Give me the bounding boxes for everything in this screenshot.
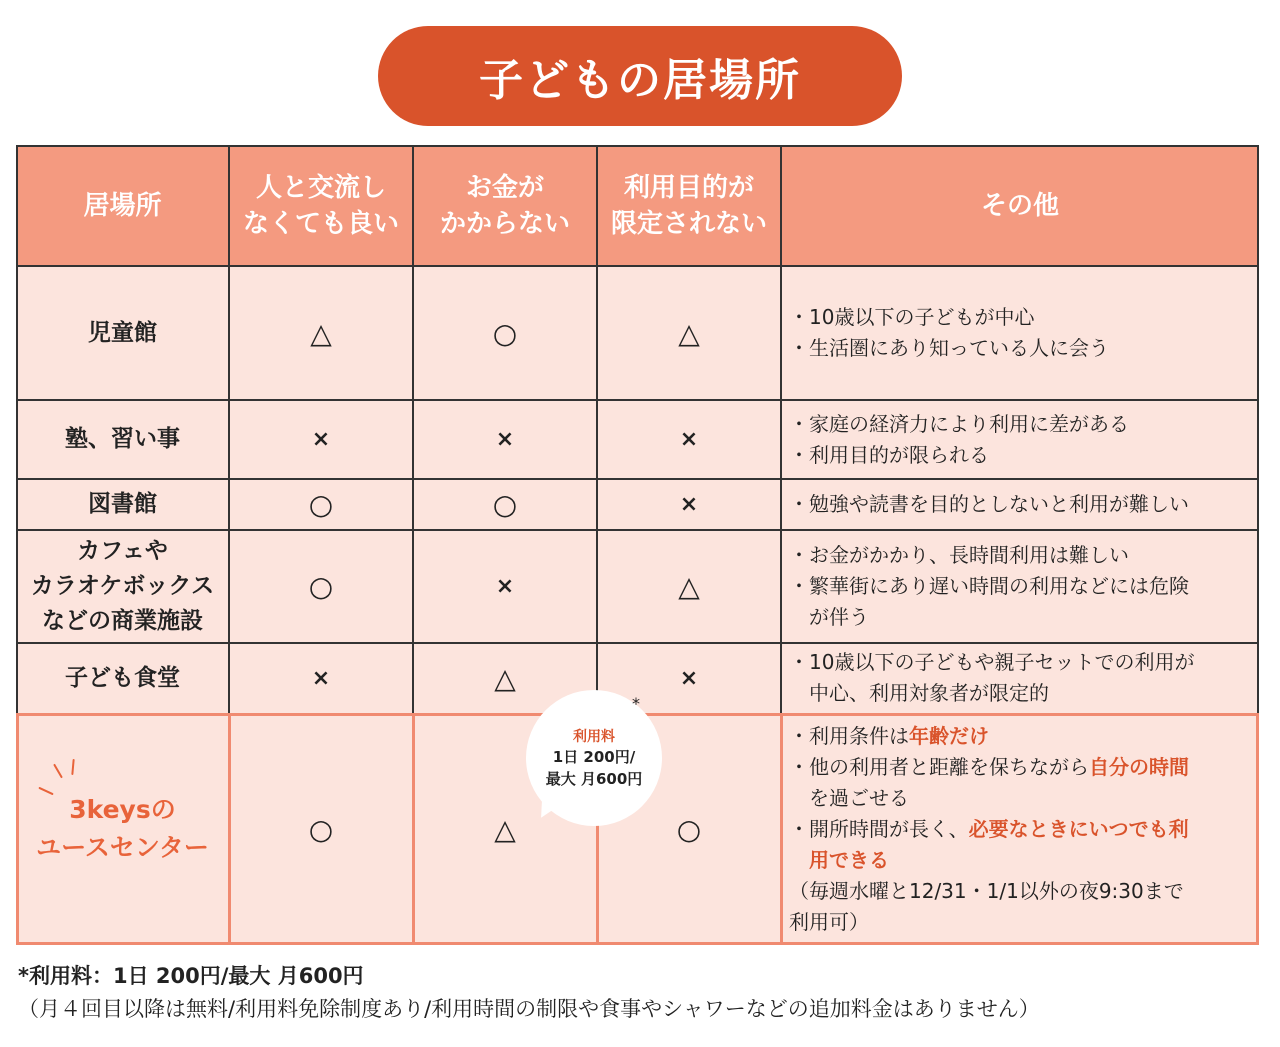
bubble-line: 1日 200円/ [552,748,636,766]
other-cell [781,266,1259,400]
mark-cell [413,400,597,479]
mark-value: ○ [492,316,518,350]
other-cell [781,643,1259,713]
highlight-text: 必要なときにいつでも利 [968,816,1189,841]
highlight-text: 用できる [809,847,889,872]
place-label: カフェや [77,538,168,564]
mark-cell [597,266,781,400]
highlight-text: 自分の時間 [1089,754,1189,779]
fee-bubble [526,690,662,826]
other-text: ・他の利用者と距離を保ちながら [789,754,1089,779]
table-border [16,529,1259,531]
bubble-label: 利用料 [573,729,615,745]
other-line: を過ごせる [789,785,909,810]
mark-cell [229,643,413,713]
table-border [596,145,598,713]
other-line: が伴う [789,605,869,629]
youth-row-divider [780,713,783,945]
table-border [1257,145,1259,713]
table-border [16,145,1259,147]
mark-cell [597,479,781,530]
mark-cell [229,266,413,400]
place-label: 図書館 [88,491,157,517]
footnote-line: *利用料：1日 200円/最大 月600円 [18,964,364,988]
mark-cell [413,530,597,643]
table-border [16,642,1259,644]
mark-value: △ [310,316,332,350]
other-text: ・利用条件は [789,723,909,748]
youth-row-divider [228,713,231,945]
other-line: ・繁華街にあり遅い時間の利用などには危険 [789,574,1189,598]
mark-value: × [311,427,331,452]
header-col3-line: 利用目的が [623,173,754,203]
table-border [780,145,782,713]
mark-value: × [679,427,699,452]
header-col2 [413,146,597,266]
other-cell [781,530,1259,643]
header-other-label: その他 [980,191,1059,221]
other-line: ・勉強や読書を目的としないと利用が難しい [789,492,1189,516]
table-border [16,399,1259,401]
other-line: ・お金がかかり、長時間利用は難しい [789,543,1129,567]
mark-value: △ [494,661,516,695]
other-line: 中心、利用対象者が限定的 [789,681,1049,705]
asterisk-mark: * [632,694,640,713]
other-line: ・利用目的が限られる [789,442,989,467]
mark-cell [229,479,413,530]
header-col1-line: なくても良い [242,209,399,239]
table-border [16,145,18,713]
mark-value: △ [678,316,700,350]
table-row-place [16,400,229,479]
youth-row-divider [412,713,415,945]
other-cell [781,400,1259,479]
header-col2-line: かからない [439,209,570,239]
place-label: 塾、習い事 [65,426,180,452]
youth-name-line: 3keysの [69,795,176,824]
bubble-line: 最大 月600円 [545,770,643,788]
place-label: カラオケボックス [30,573,215,599]
mark-cell [229,400,413,479]
header-col2-line: お金が [465,173,544,203]
mark-value: △ [494,812,516,846]
mark-value: ○ [676,812,702,846]
table-row-place [16,643,229,713]
header-col1 [229,146,413,266]
mark-cell [597,400,781,479]
footnote [18,960,1040,1026]
table-border [16,478,1259,480]
mark-value: × [311,665,331,691]
header-col3 [597,146,781,266]
mark-cell [229,530,413,643]
highlight-text: 年齢だけ [909,723,989,748]
place-label: 児童館 [88,319,157,346]
mark-cell [413,479,597,530]
other-line: ・家庭の経済力により利用に差がある [789,411,1129,436]
other-line: ・生活圏にあり知っている人に会う [789,336,1109,360]
table-row-place [16,479,229,530]
mark-value: × [495,574,515,599]
mark-cell [597,530,781,643]
header-place-label: 居場所 [83,191,162,221]
table-row-place [16,266,229,400]
mark-cell [413,266,597,400]
mark-value: ○ [492,488,518,521]
other-line: （毎週水曜と12/31・1/1以外の夜9:30まで [789,878,1184,903]
mark-value: ○ [308,488,334,521]
other-line: ・10歳以下の子どもが中心 [789,305,1035,329]
table-border [412,145,414,713]
mark-value: × [495,427,515,452]
other-cell [781,479,1259,530]
youth-name-line: ユースセンター [36,833,209,862]
table-row-place [16,530,229,643]
other-line: ・10歳以下の子どもや親子セットでの利用が [789,650,1195,674]
header-other [781,146,1259,266]
place-label: などの商業施設 [42,608,203,634]
mark-value: ○ [308,812,334,846]
table-border [228,145,230,713]
place-label: 子ども食堂 [65,664,180,691]
header-place [16,146,229,266]
mark-value: × [679,492,699,517]
footnote-line: （月４回目以降は無料/利用料免除制度あり/利用時間の制限や食事やシャワーなどの追加料金はありません） [18,997,1040,1021]
mark-value: ○ [308,570,334,603]
header-col3-line: 限定されない [610,209,767,239]
header-col1-line: 人と交流し [255,173,386,203]
table-border [16,265,1259,267]
mark-value: × [679,665,699,691]
page-title: 子どもの居場所 [479,55,801,106]
mark-value: △ [678,570,700,603]
other-text: ・開所時間が長く、 [789,816,969,841]
other-line: 利用可） [789,909,869,934]
